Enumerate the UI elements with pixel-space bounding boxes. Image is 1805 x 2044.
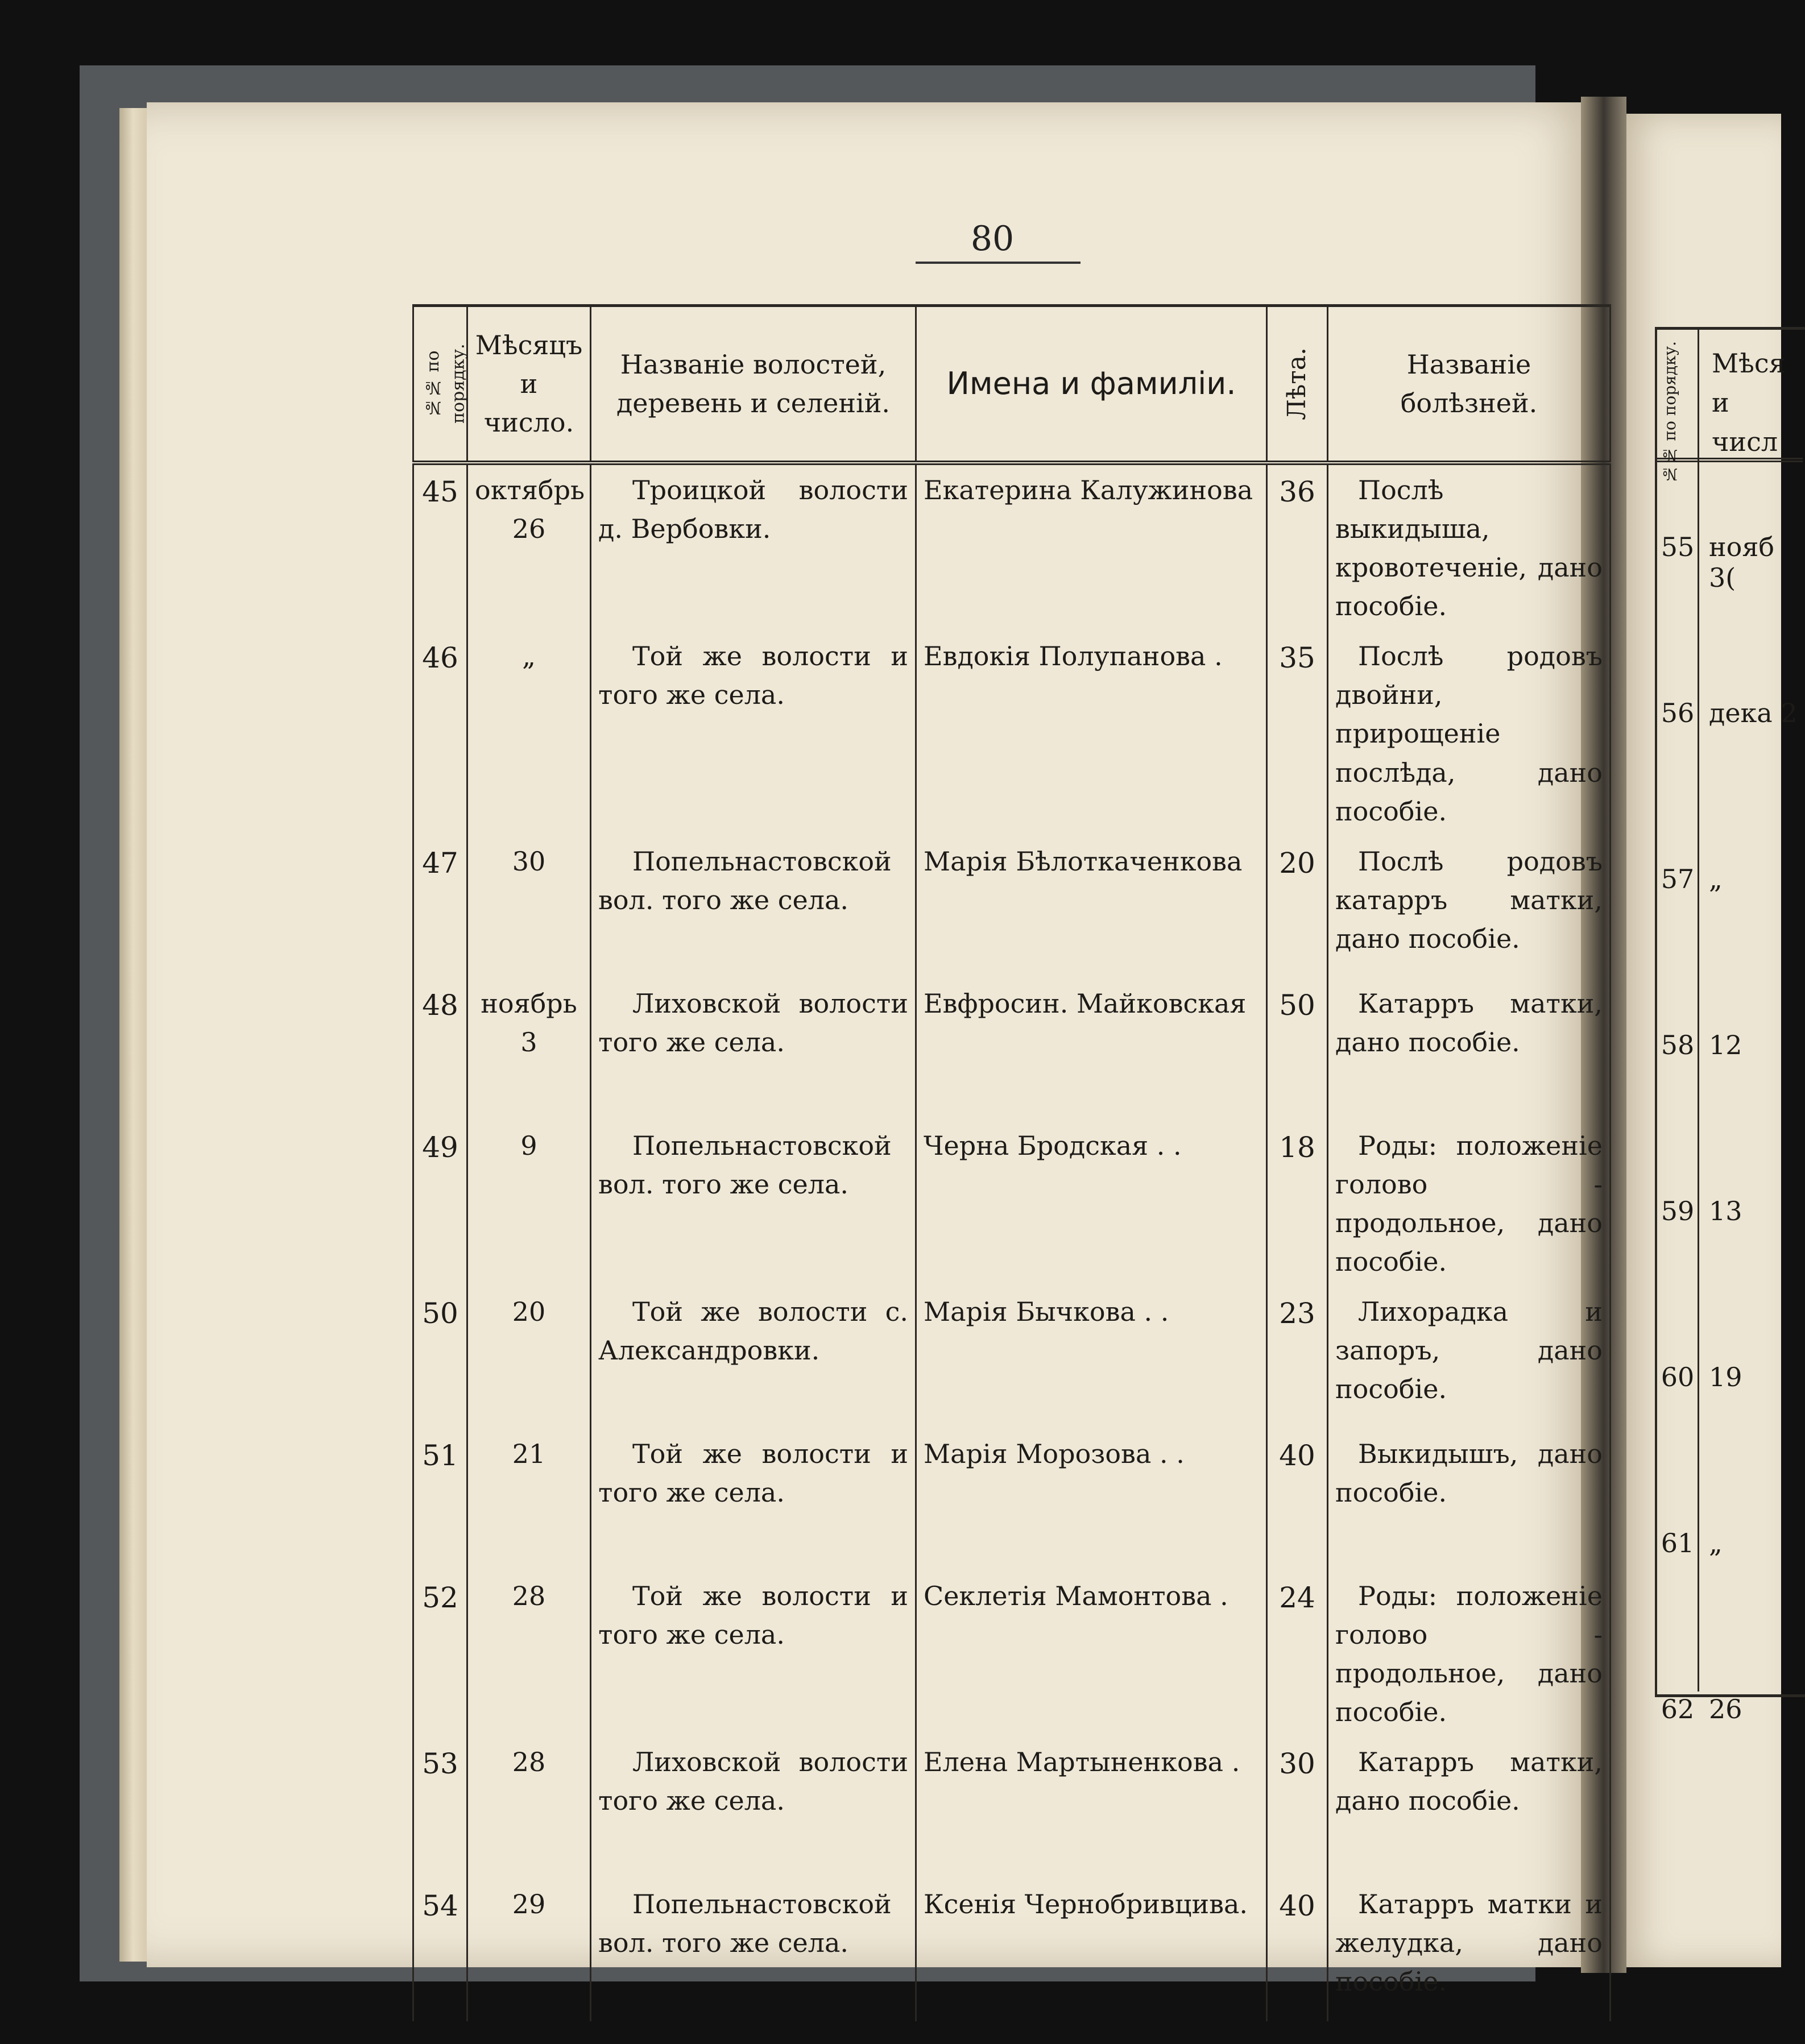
entry-name <box>916 1879 1267 2021</box>
next-page-entry-number: 61 <box>1661 1528 1695 1558</box>
entry-number-text: 46 <box>422 641 458 675</box>
entry-number <box>413 1879 467 2021</box>
table-row <box>413 979 1611 1121</box>
entry-disease <box>1328 1287 1611 1429</box>
entry-age <box>1267 1429 1328 1571</box>
entry-name <box>916 1429 1267 1571</box>
next-page-entry-date: нояб 3( <box>1709 532 1775 593</box>
table-row <box>413 1121 1611 1287</box>
entry-age-text: 23 <box>1279 1297 1315 1330</box>
register-table <box>412 304 1611 2021</box>
entry-date <box>467 1429 591 1571</box>
entry-place-text: Попельнастовской вол. того же села. <box>598 1130 892 1200</box>
entry-disease <box>1328 979 1611 1121</box>
entry-number-text: 48 <box>422 988 458 1022</box>
entry-place-text: Той же волости и того же села. <box>598 1438 908 1508</box>
entry-age <box>1267 1287 1328 1429</box>
entry-age-text: 20 <box>1279 846 1315 880</box>
entry-disease <box>1328 1121 1611 1287</box>
next-page-entry-date: 12 <box>1709 1030 1742 1060</box>
entry-date-text: 9 <box>520 1130 537 1161</box>
header-month: Мѣсяцъ и число. <box>467 306 591 463</box>
next-page-entry-date: 19 <box>1709 1362 1742 1392</box>
entry-place-text: Троицкой волости д. Вербовки. <box>598 475 908 545</box>
next-page-entry-date: „ <box>1709 864 1723 894</box>
entry-disease <box>1328 1429 1611 1571</box>
entry-place <box>591 1737 916 1879</box>
entry-disease-text: Катарръ матки и желудка, дано пособіе. <box>1335 1889 1603 1997</box>
entry-number <box>413 1121 467 1287</box>
entry-number-text: 49 <box>422 1130 458 1164</box>
entry-age-text: 24 <box>1279 1581 1315 1615</box>
next-page-entry-number: 60 <box>1661 1362 1695 1392</box>
entry-age-text: 40 <box>1279 1439 1315 1473</box>
entry-date-text: „ <box>522 641 536 672</box>
entry-place <box>591 1429 916 1571</box>
entry-number <box>413 463 467 631</box>
entry-name <box>916 979 1267 1121</box>
next-page-entry-date: 26 <box>1709 1694 1742 1724</box>
table-row <box>413 463 1611 631</box>
entry-place-text: Той же волости с. Александровки. <box>598 1296 908 1366</box>
entry-date-text: 28 <box>512 1581 546 1612</box>
entry-disease-text: Лихорадка и запоръ, дано пособіе. <box>1335 1296 1603 1405</box>
header-place: Названіе волостей, деревень и селеній. <box>591 306 916 463</box>
entry-name-text: Марія Бѣлоткаченкова <box>924 845 1243 877</box>
entry-disease-text: Послѣ родовъ катарръ матки, дано пособіе. <box>1335 845 1603 954</box>
entry-date <box>467 1287 591 1429</box>
entry-age-text: 40 <box>1279 1889 1315 1923</box>
entry-disease <box>1328 1571 1611 1737</box>
page-number: 80 <box>970 219 1015 259</box>
entry-date <box>467 631 591 836</box>
entry-number-text: 51 <box>422 1439 458 1473</box>
entry-name-text: Черна Бродская . . <box>924 1130 1182 1161</box>
entry-age <box>1267 1879 1328 2021</box>
entry-place <box>591 1879 916 2021</box>
next-page-header-no: №№ по порядку. <box>1661 341 1679 484</box>
table-row <box>413 1287 1611 1429</box>
header-name: Имена и фамиліи. <box>916 306 1267 463</box>
entry-place-text: Той же волости и того же села. <box>598 1581 908 1651</box>
entry-name-text: Марія Морозова . . <box>924 1438 1185 1470</box>
entry-date-text: 26 <box>512 513 546 545</box>
entry-age <box>1267 1737 1328 1879</box>
entry-number-text: 45 <box>422 475 458 508</box>
entry-date-text: 3 <box>520 1026 537 1058</box>
next-page-entry-date: „ <box>1709 1528 1723 1558</box>
entry-place <box>591 1287 916 1429</box>
entry-date-text: 21 <box>512 1438 546 1470</box>
entry-disease <box>1328 836 1611 979</box>
next-page-entry-number: 62 <box>1661 1694 1695 1724</box>
entry-name-text: Марія Бычкова . . <box>924 1296 1169 1328</box>
entry-number <box>413 1287 467 1429</box>
next-page-entry-number: 55 <box>1661 532 1695 562</box>
entry-date <box>467 979 591 1121</box>
entry-place <box>591 1571 916 1737</box>
next-page-entry-number: 59 <box>1661 1196 1695 1226</box>
header-disease: Названіе болѣзней. <box>1328 306 1611 463</box>
entry-name <box>916 1571 1267 1737</box>
entry-date <box>467 1737 591 1879</box>
entry-age-text: 36 <box>1279 475 1315 508</box>
entry-place-text: Лиховской волости того же села. <box>598 1747 908 1817</box>
entry-disease-text: Послѣ родовъ двойни, прирощеніе послѣда, дано пособіе. <box>1335 641 1603 827</box>
entry-age-text: 50 <box>1279 988 1315 1022</box>
table-row <box>413 1879 1611 2021</box>
entry-number <box>413 631 467 836</box>
entry-age-text: 18 <box>1279 1130 1315 1164</box>
table-body <box>413 463 1611 2021</box>
entry-place <box>591 1121 916 1287</box>
entry-number <box>413 979 467 1121</box>
entry-number-text: 54 <box>422 1889 458 1923</box>
entry-name-text: Евдокія Полупанова . <box>924 641 1223 672</box>
next-page-entry-date: дека 2 <box>1709 698 1798 728</box>
entry-date-text: 28 <box>512 1747 546 1778</box>
entry-disease <box>1328 1879 1611 2021</box>
next-page-entry-number: 57 <box>1661 864 1695 894</box>
entry-name <box>916 836 1267 979</box>
entry-disease <box>1328 631 1611 836</box>
next-page-entry-number: 56 <box>1661 698 1695 728</box>
entry-date <box>467 1121 591 1287</box>
entry-disease-text: Выкидышъ, дано пособіе. <box>1335 1438 1603 1508</box>
entry-place <box>591 979 916 1121</box>
next-page-column-rule <box>1698 330 1699 1691</box>
entry-name <box>916 631 1267 836</box>
table-row <box>413 631 1611 836</box>
entry-date <box>467 1571 591 1737</box>
entry-name <box>916 463 1267 631</box>
entry-age <box>1267 631 1328 836</box>
entry-name-text: Екатерина Калужинова <box>924 475 1253 505</box>
entry-date <box>467 1879 591 2021</box>
entry-name-text: Евфросин. Майковская <box>924 988 1247 1019</box>
entry-number <box>413 836 467 979</box>
entry-disease-text: Катарръ матки, дано пособіе. <box>1335 1747 1603 1817</box>
entry-age <box>1267 836 1328 979</box>
entry-number-text: 53 <box>422 1747 458 1781</box>
entry-date-text: 30 <box>512 845 546 877</box>
entry-disease-text: Послѣ выкидыша, кровотеченіе, дано пособіе. <box>1335 475 1603 622</box>
entry-place-text: Той же волости и того же села. <box>598 641 908 711</box>
entry-date-text: 29 <box>512 1889 546 1920</box>
entry-date <box>467 463 591 631</box>
header-no: №№ по порядку. <box>413 306 467 463</box>
header-row <box>413 306 1611 463</box>
entry-disease-text: Катарръ матки, дано пособіе. <box>1335 988 1603 1058</box>
header-age: Лѣта. <box>1267 306 1328 463</box>
table-row <box>413 1737 1611 1879</box>
entry-age-text: 30 <box>1279 1747 1315 1781</box>
next-page-entry-date: 13 <box>1709 1196 1742 1226</box>
entry-date-text: 20 <box>512 1296 546 1328</box>
entry-age <box>1267 979 1328 1121</box>
entry-age-text: 35 <box>1279 641 1315 675</box>
entry-place <box>591 836 916 979</box>
entry-number <box>413 1571 467 1737</box>
entry-number-text: 50 <box>422 1297 458 1330</box>
entry-place <box>591 631 916 836</box>
entry-disease <box>1328 463 1611 631</box>
entry-number-text: 52 <box>422 1581 458 1615</box>
entry-name <box>916 1737 1267 1879</box>
next-page-header-month: Мѣся и числ <box>1712 348 1786 457</box>
entry-date <box>467 836 591 979</box>
entry-name-text: Ксенія Чернобривцива. <box>924 1889 1248 1920</box>
entry-age <box>1267 1571 1328 1737</box>
entry-place <box>591 463 916 631</box>
table-row <box>413 1429 1611 1571</box>
entry-place-text: Лиховской волости того же села. <box>598 988 908 1058</box>
page-number-rule <box>916 262 1080 264</box>
table-row <box>413 1571 1611 1737</box>
entry-age <box>1267 1121 1328 1287</box>
entry-date-text: октябрь <box>475 475 585 505</box>
entry-disease-text: Роды: положеніе голово - продольное, дано пособіе. <box>1335 1581 1603 1728</box>
entry-disease <box>1328 1737 1611 1879</box>
entry-name <box>916 1287 1267 1429</box>
entry-age <box>1267 463 1328 631</box>
entry-number <box>413 1429 467 1571</box>
entry-date-text: ноябрь <box>481 988 577 1019</box>
entry-name-text: Секлетія Мамонтова . <box>924 1581 1228 1612</box>
entry-number-text: 47 <box>422 846 458 880</box>
entry-disease-text: Роды: положеніе голово - продольное, дано пособіе. <box>1335 1130 1603 1277</box>
next-page-entry-number: 58 <box>1661 1030 1695 1060</box>
entry-place-text: Попельнастовской вол. того же села. <box>598 845 892 915</box>
entry-number <box>413 1737 467 1879</box>
entry-name-text: Елена Мартыненкова . <box>924 1747 1240 1778</box>
entry-name <box>916 1121 1267 1287</box>
table-header <box>413 306 1611 463</box>
entry-place-text: Попельнастовской вол. того же села. <box>598 1889 892 1959</box>
table-row <box>413 836 1611 979</box>
